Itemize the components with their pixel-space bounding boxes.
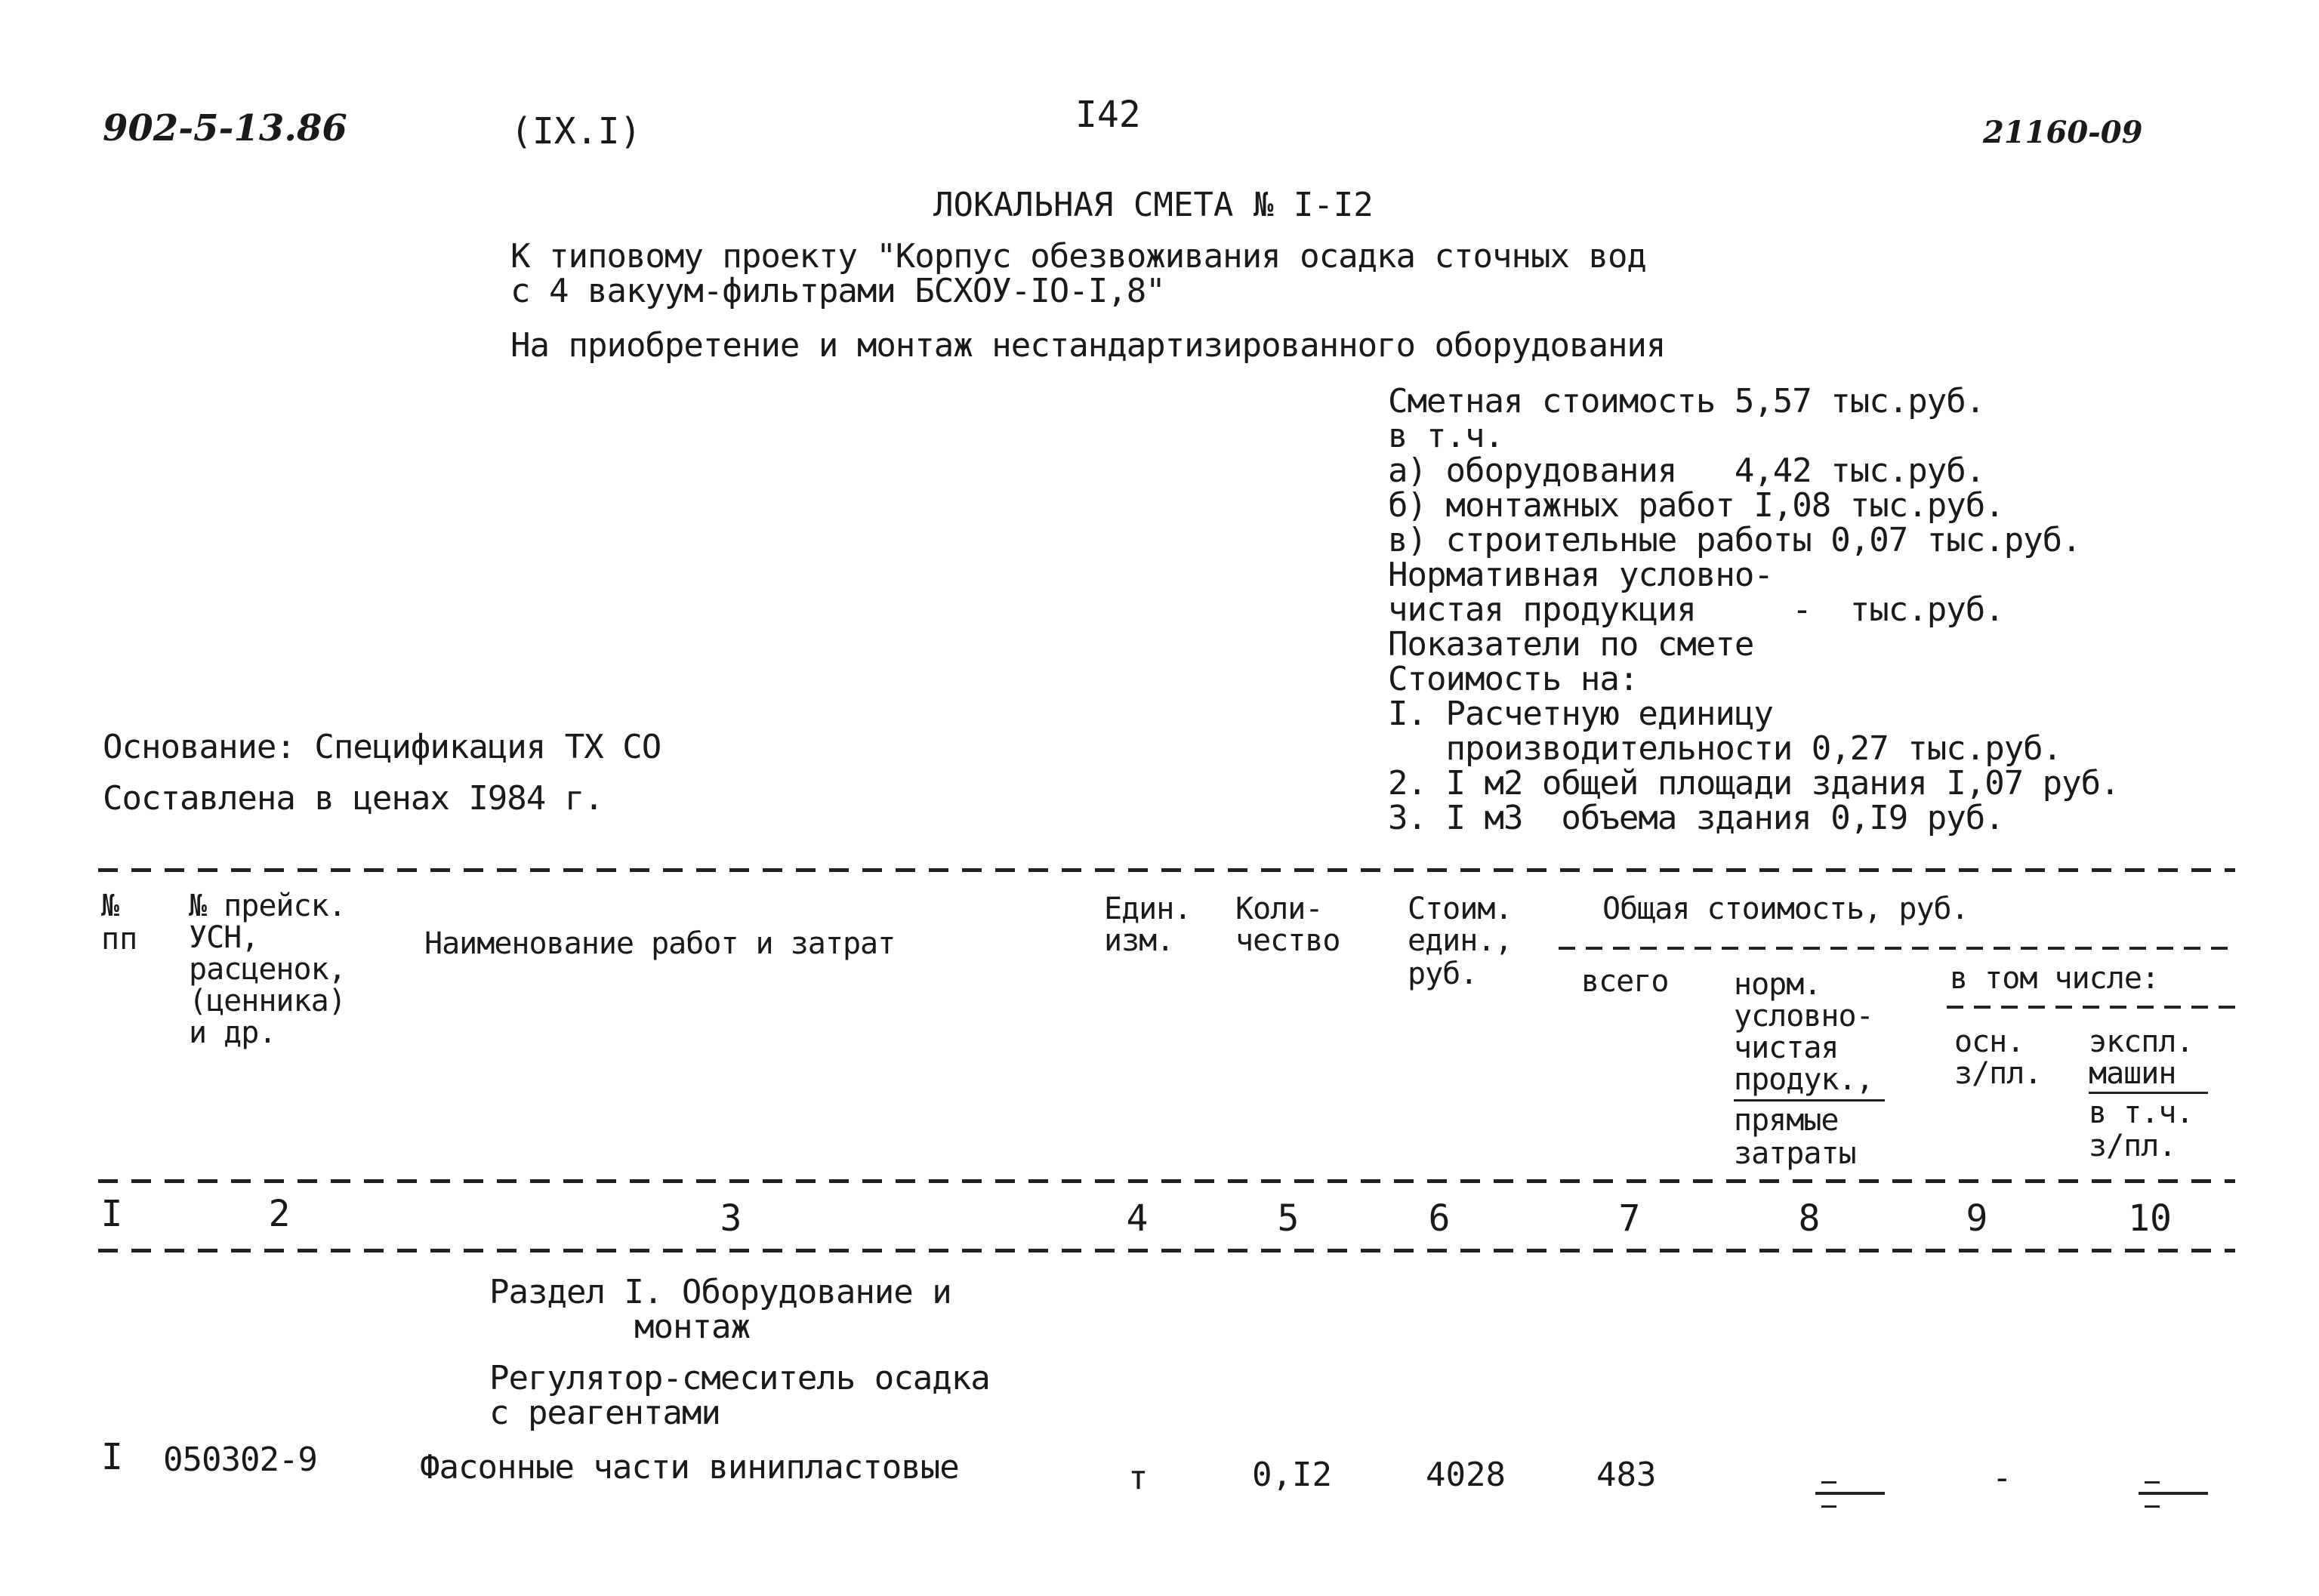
summary-line: Показатели по смете [1388,625,1754,664]
row-col-9: - [1992,1459,2012,1497]
estimate-purpose: На приобретение и монтаж нестандартизированного оборудования [510,326,1666,365]
price-level: Составлена в ценах I984 г. [103,779,603,818]
row-code: 050302-9 [163,1440,317,1479]
column-numbers-rule [98,1249,2235,1252]
header-col-8-line: норм. [1734,967,1821,1002]
header-col-6-line: Стоим. [1408,892,1513,926]
section-title-line: Раздел I. Оборудование и [489,1273,951,1311]
group-title-line: с реагентами [489,1394,720,1432]
sheet-code: 21160-09 [1983,115,2143,150]
document-code: 902-5-13.86 [103,107,347,149]
row-total: 483 [1596,1456,1657,1494]
header-col-8-line: условно- [1734,999,1873,1034]
header-col-8-line: чистая [1734,1031,1839,1065]
header-col-8-line: прямые [1734,1103,1839,1138]
header-col-2-line: и др. [189,1015,276,1050]
summary-line: в) строительные работы 0,07 тыс.руб. [1388,521,2081,559]
table-top-rule [98,868,2235,872]
column-number: 6 [1428,1197,1451,1240]
header-col-2-line: УСН, [189,920,259,955]
summary-line: 3. I м3 объема здания 0,I9 руб. [1388,799,2004,837]
column-number: 10 [2128,1197,2172,1240]
header-col-7: всего [1581,964,1669,999]
header-col-10-line: в т.ч. [2089,1095,2194,1130]
row-quantity: 0,I2 [1252,1456,1332,1494]
summary-line: I. Расчетную единицу [1388,695,1773,733]
summary-line: 2. I м2 общей площади здания I,07 руб. [1388,764,2120,803]
estimate-basis: Основание: Спецификация ТХ СО [103,728,661,766]
column-number: 7 [1618,1197,1641,1240]
header-col-5-line: Коли- [1235,892,1323,926]
header-incl-group: в том числе: [1950,961,2159,996]
header-col-2-line: (ценника) [189,984,346,1018]
project-line-1: К типовому проекту "Корпус обезвоживания осадка сточных вод [510,237,1646,276]
header-col-3: Наименование работ и затрат [424,926,896,961]
header-bottom-rule [98,1179,2235,1183]
header-col-8-line: продук., [1734,1062,1873,1097]
row-unit-cost: 4028 [1426,1456,1506,1494]
header-col-6-line: един., [1408,923,1513,958]
header-col-9-line: з/пл. [1954,1056,2042,1091]
section-title-line: монтаж [634,1308,750,1346]
header-col-5-line: чество [1235,923,1340,958]
header-col-6-line: руб. [1408,957,1478,991]
summary-line: Стоимость на: [1388,660,1639,698]
row-number: I [101,1436,123,1478]
column-number: 2 [268,1193,291,1235]
summary-line: в т.ч. [1388,417,1503,455]
header-col-1-line: пп [101,922,138,957]
summary-line: Нормативная условно- [1388,556,1773,594]
header-col-10-line: экспл. [2089,1024,2194,1059]
header-col-4-line: изм. [1104,923,1174,958]
header-col-8-line: затраты [1734,1136,1856,1171]
header-col-2-line: № прейск. [189,889,346,923]
project-line-2: с 4 вакуум-фильтрами БСХОУ-IO-I,8" [510,272,1165,310]
group-title-line: Регулятор-смеситель осадка [489,1359,990,1397]
header-col-10-underline [2089,1092,2208,1094]
header-col-2-line: расценок, [189,952,346,987]
header-col-10-line: з/пл. [2089,1129,2176,1163]
header-col-1-line: № [101,889,120,923]
column-number: 9 [1966,1197,1988,1240]
summary-line: Сметная стоимость 5,57 тыс.руб. [1388,382,1985,421]
column-number: 5 [1277,1197,1300,1240]
column-number: 4 [1126,1197,1149,1240]
header-col-9-line: осн. [1954,1024,2024,1059]
header-total-group: Общая стоимость, руб. [1602,892,1969,926]
page-number: I42 [1075,94,1141,136]
header-subgroup-rule [1947,1006,2235,1009]
header-col-4-line: Един. [1104,892,1192,926]
column-number: 3 [720,1197,742,1240]
summary-line: чистая продукция - тыс.руб. [1388,590,2004,629]
row-name: Фасонные части винипластовые [420,1448,959,1487]
header-col-8-underline [1734,1099,1885,1101]
section-code: (IX.I) [510,110,642,153]
header-group-rule [1559,947,2235,950]
column-number: I [100,1193,123,1235]
summary-line: а) оборудования 4,42 тыс.руб. [1388,451,1985,490]
estimate-title: ЛОКАЛЬНАЯ СМЕТА № I-I2 [933,186,1374,224]
column-number: 8 [1798,1197,1821,1240]
summary-line: производительности 0,27 тыс.руб. [1388,729,2062,768]
row-unit: т [1128,1459,1149,1497]
summary-line: б) монтажных работ I,08 тыс.руб. [1388,486,2004,525]
header-col-10-line: машин [2089,1056,2176,1091]
